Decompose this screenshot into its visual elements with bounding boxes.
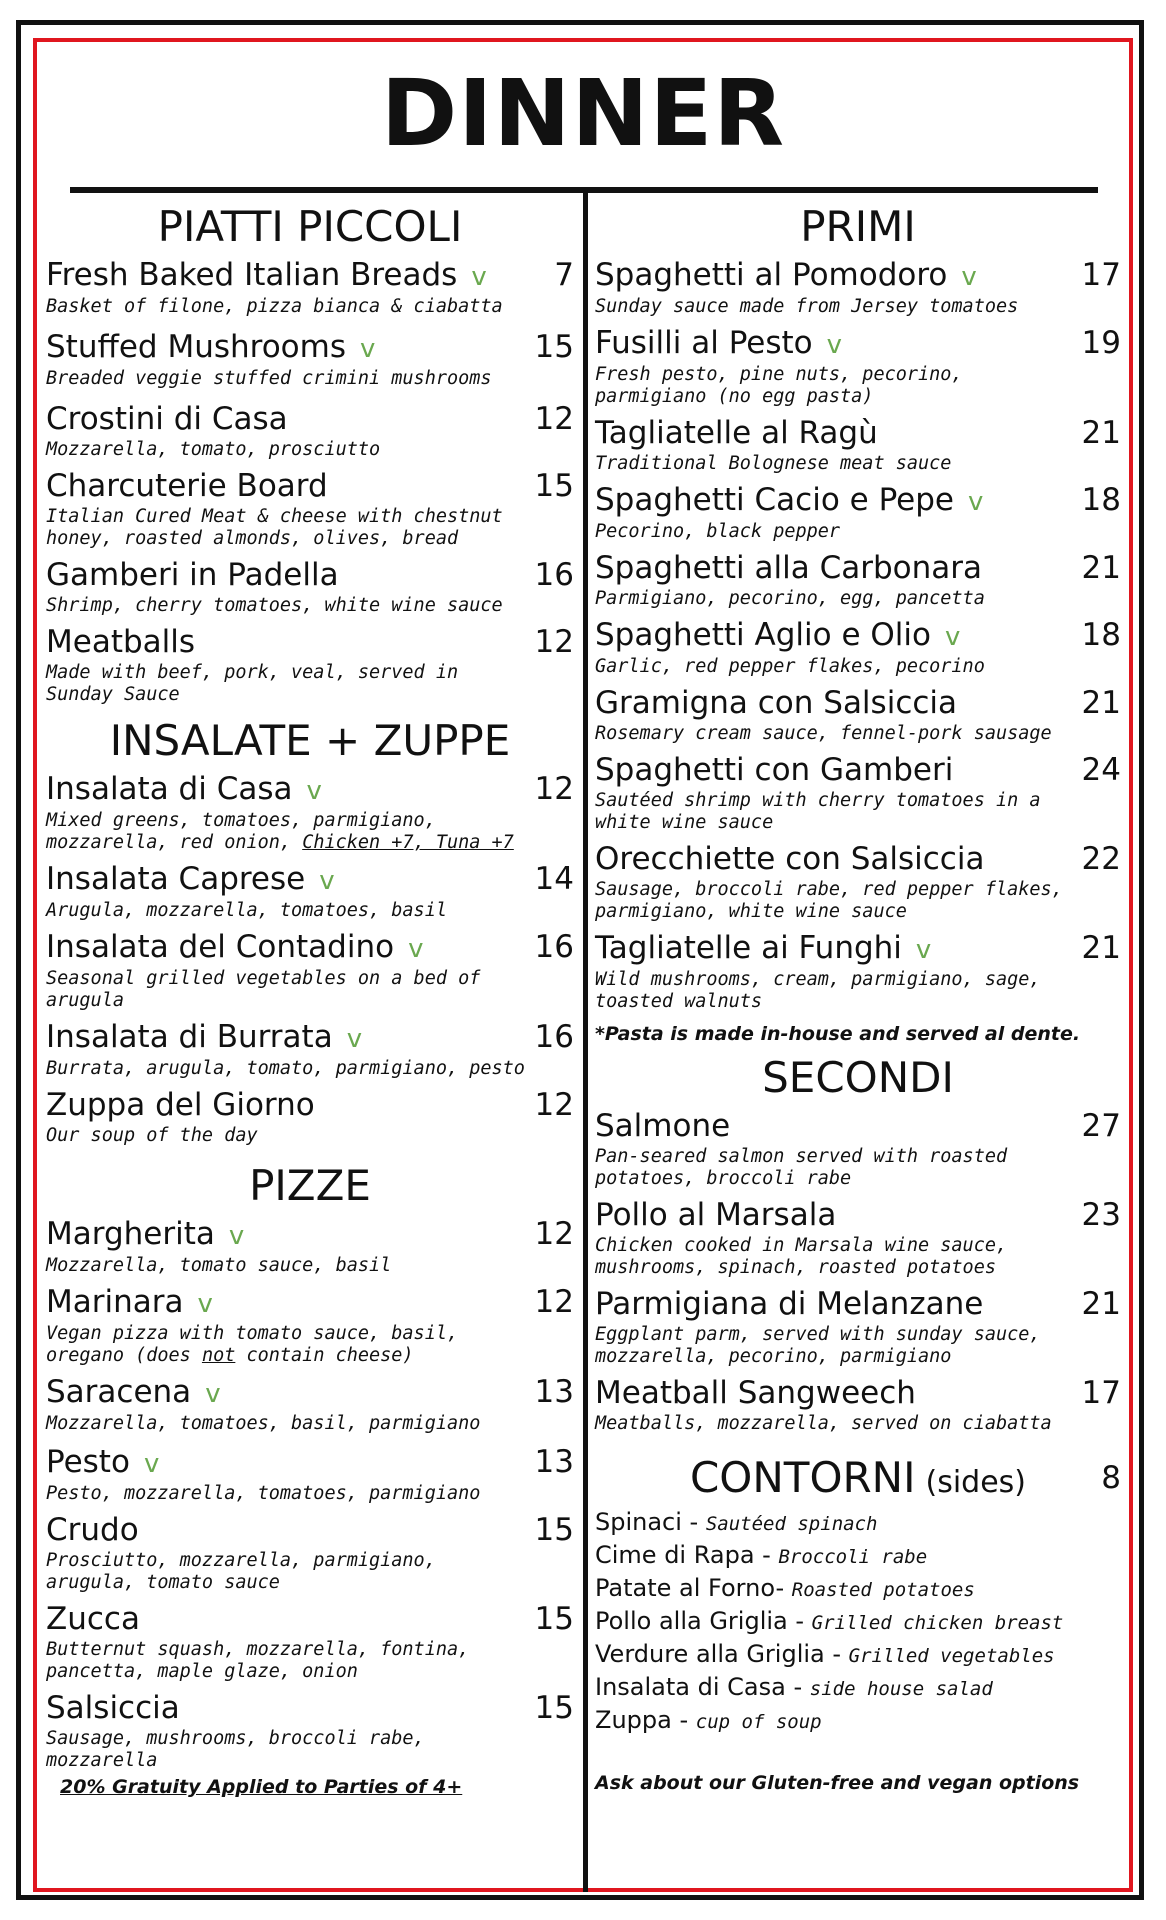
menu-item-header <box>595 550 1121 586</box>
menu-item-price: 12 <box>534 401 574 437</box>
side-item-name: Cime di Rapa - <box>595 1541 771 1569</box>
vegetarian-mark: v <box>197 1289 213 1319</box>
menu-item-description <box>46 1550 574 1594</box>
vegetarian-mark: v <box>967 487 984 517</box>
menu-item <box>595 482 1121 543</box>
menu-item-description <box>46 1323 574 1367</box>
menu-item-header <box>46 557 574 593</box>
vegetarian-mark: v <box>319 866 335 896</box>
menu-item-description <box>46 1413 574 1435</box>
menu-item <box>46 1601 574 1683</box>
menu-item <box>46 1087 574 1147</box>
section-heading-contorni: CONTORNI <box>689 1453 916 1502</box>
menu-item <box>46 257 574 318</box>
description-line: parmigiano, white wine sauce <box>595 901 907 922</box>
side-item-name: Spinaci - <box>595 1508 699 1536</box>
menu-item-header <box>595 841 1121 877</box>
side-item-name: Insalata di Casa - <box>595 1673 803 1701</box>
menu-item <box>46 1690 574 1772</box>
pasta-note: *Pasta is made in-house and served al dente. <box>595 1023 1081 1045</box>
description-line: Sautéed shrimp with cherry tomatoes in a <box>595 790 1041 811</box>
description-line: pancetta, maple glaze, onion <box>46 1661 358 1682</box>
description-line: mushrooms, spinach, roasted potatoes <box>595 1257 996 1278</box>
menu-item <box>595 550 1121 610</box>
description-text: mozzarella, red onion, <box>46 832 292 853</box>
menu-item-header <box>46 1601 574 1637</box>
menu-item-header <box>46 1284 574 1320</box>
menu-item <box>46 468 574 550</box>
vegetarian-mark: v <box>228 1221 245 1251</box>
description-line: Chicken cooked in Marsala wine sauce, <box>595 1235 1008 1256</box>
menu-item-price: 15 <box>534 329 574 365</box>
description-line: Wild mushrooms, cream, parmigiano, sage, <box>595 969 1041 990</box>
side-item-description: Sautéed spinach <box>705 1513 878 1535</box>
menu-item-description <box>595 588 1121 610</box>
menu-item-header <box>595 930 1121 966</box>
description-line: Vegan pizza with tomato sauce, basil, <box>46 1323 459 1344</box>
menu-item-header <box>46 1444 574 1480</box>
menu-item-header <box>595 257 1121 293</box>
menu-item-description <box>595 364 1121 408</box>
menu-item-header <box>46 401 574 437</box>
menu-item-price: 18 <box>1081 617 1121 653</box>
menu-item-name: Zuppa del Giorno <box>46 1087 315 1123</box>
description-line: Prosciutto, mozzarella, parmigiano, <box>46 1550 436 1571</box>
description-line: mozzarella, pecorino, parmigiano <box>595 1346 952 1367</box>
description-line: Pesto, mozzarella, tomatoes, parmigiano <box>46 1483 481 1504</box>
description-line: Eggplant parm, served with sunday sauce, <box>595 1324 1041 1345</box>
menu-item <box>595 1197 1121 1279</box>
description-line: Butternut squash, mozzarella, fontina, <box>46 1639 470 1660</box>
menu-item-header <box>46 1087 574 1123</box>
menu-item-header <box>595 415 1121 451</box>
emphasis-not: not <box>201 1345 236 1366</box>
side-item <box>595 1576 1121 1600</box>
description-text: contain cheese) <box>235 1345 414 1366</box>
menu-item-header <box>46 1374 574 1410</box>
menu-item-description <box>595 790 1121 834</box>
menu-item <box>595 930 1121 1013</box>
description-line: Shrimp, cherry tomatoes, white wine sauce <box>46 595 503 616</box>
menu-item-name: Gamberi in Padella <box>46 557 339 593</box>
menu-item-description <box>46 1728 574 1772</box>
menu-item-name: Fresh Baked Italian Breads <box>46 257 458 293</box>
menu-item-description <box>46 900 574 922</box>
section-heading-pizze: PIZZE <box>249 1161 371 1210</box>
menu-item-header <box>595 1375 1121 1411</box>
description-line <box>46 1345 574 1367</box>
description-line: Sunday Sauce <box>46 684 180 705</box>
menu-item-description <box>595 969 1121 1013</box>
description-line: Parmigiano, pecorino, egg, pancetta <box>595 588 985 609</box>
menu-item-description <box>595 656 1121 678</box>
menu-item-name: Margherita <box>46 1216 215 1252</box>
menu-item-name: Insalata di Casa <box>46 771 293 807</box>
menu-item-description <box>46 296 574 318</box>
menu-item <box>46 624 574 706</box>
description-line: Mozzarella, tomato sauce, basil <box>46 1255 392 1276</box>
menu-item-name: Crostini di Casa <box>46 401 288 437</box>
menu-item-description <box>46 1483 574 1505</box>
vegetarian-mark: v <box>826 330 843 360</box>
menu-item-header <box>46 771 574 807</box>
menu-item-description <box>46 1058 574 1080</box>
menu-item-name: Spaghetti Cacio e Pepe <box>595 482 954 518</box>
menu-item-price: 14 <box>534 861 574 897</box>
menu-item <box>46 557 574 617</box>
menu-item-price: 22 <box>1081 841 1121 877</box>
menu-item <box>595 325 1121 408</box>
description-line: Our soup of the day <box>46 1125 258 1146</box>
description-line: Sunday sauce made from Jersey tomatoes <box>595 296 1019 317</box>
menu-item-description <box>46 968 574 1012</box>
menu-item-name: Saracena <box>46 1374 192 1410</box>
vegetarian-mark: v <box>915 935 932 965</box>
side-item-description: Broccoli rabe <box>778 1546 928 1568</box>
menu-item-description <box>595 1324 1121 1368</box>
menu-item-description <box>46 662 574 706</box>
menu-item-header <box>595 617 1121 653</box>
menu-item-price: 24 <box>1081 752 1121 788</box>
description-line: Made with beef, pork, veal, served in <box>46 662 459 683</box>
menu-item-price: 16 <box>534 557 574 593</box>
menu-item-header <box>46 861 574 897</box>
description-line: Basket of filone, pizza bianca & ciabatta <box>46 296 503 317</box>
menu-item-price: 15 <box>534 1512 574 1548</box>
description-line: arugula <box>46 990 124 1011</box>
description-line: Garlic, red pepper flakes, pecorino <box>595 656 985 677</box>
vegetarian-mark: v <box>359 334 376 364</box>
description-line: Pecorino, black pepper <box>595 521 841 542</box>
menu-item-name: Zucca <box>46 1601 140 1637</box>
menu-item-name: Spaghetti alla Carbonara <box>595 550 983 586</box>
description-line: Arugula, mozzarella, tomatoes, basil <box>46 900 447 921</box>
description-line: Seasonal grilled vegetables on a bed of <box>46 968 481 989</box>
vegetarian-mark: v <box>205 1379 221 1409</box>
contorni-price: 8 <box>1101 1460 1121 1496</box>
menu-item-description <box>595 1413 1121 1435</box>
menu-item-price: 13 <box>534 1444 574 1480</box>
description-line: white wine sauce <box>595 812 774 833</box>
menu-item <box>595 617 1121 678</box>
menu-item <box>595 415 1121 475</box>
menu-item-header <box>595 1108 1121 1144</box>
gluten-free-vegan-note: Ask about our Gluten-free and vegan options <box>595 1772 1080 1794</box>
menu-item <box>46 1512 574 1594</box>
menu-item-price: 21 <box>1081 550 1121 586</box>
description-line: honey, roasted almonds, olives, bread <box>46 528 459 549</box>
side-item-description: cup of soup <box>695 1711 822 1733</box>
menu-item-description <box>595 1146 1121 1190</box>
menu-item <box>46 401 574 461</box>
menu-item-price: 13 <box>534 1374 574 1410</box>
menu-item-name: Salsiccia <box>46 1690 180 1726</box>
menu-item-price: 15 <box>534 1690 574 1726</box>
menu-item-description <box>46 810 574 854</box>
menu-item-description <box>46 1255 574 1277</box>
side-item-name: Pollo alla Griglia - <box>595 1607 805 1635</box>
menu-item-header <box>595 1286 1121 1322</box>
side-item <box>595 1510 1121 1534</box>
menu-item-header <box>595 1197 1121 1233</box>
description-line: Pan-seared salmon served with roasted <box>595 1146 1008 1167</box>
menu-item-header <box>46 468 574 504</box>
menu-item-name: Tagliatelle al Ragù <box>595 415 878 451</box>
menu-item-name: Meatball Sangweech <box>595 1375 916 1411</box>
menu-item-name: Insalata del Contadino <box>46 929 395 965</box>
side-item <box>595 1675 1121 1699</box>
menu-item <box>46 1019 574 1080</box>
vegetarian-mark: v <box>944 622 961 652</box>
menu-item <box>46 1216 574 1277</box>
menu-item-price: 12 <box>534 624 574 660</box>
menu-item-price: 27 <box>1081 1108 1121 1144</box>
menu-item-price: 17 <box>1081 1375 1121 1411</box>
side-item <box>595 1642 1121 1666</box>
menu-item-header <box>595 685 1121 721</box>
description-line: Sausage, mushrooms, broccoli rabe, <box>46 1728 425 1749</box>
menu-item-header <box>46 929 574 965</box>
description-line: Sausage, broccoli rabe, red pepper flakes, <box>595 879 1063 900</box>
menu-item-price: 7 <box>554 257 574 293</box>
menu-item-description <box>595 296 1121 318</box>
description-line: Rosemary cream sauce, fennel-pork sausage <box>595 723 1052 744</box>
menu-item-description <box>46 1639 574 1683</box>
side-item-name: Verdure alla Griglia - <box>595 1640 842 1668</box>
side-item <box>595 1543 1121 1567</box>
menu-item-name: Stuffed Mushrooms <box>46 329 346 365</box>
menu-item-header <box>595 325 1121 361</box>
menu-item-description <box>46 439 574 461</box>
menu-item-name: Pesto <box>46 1444 130 1480</box>
menu-item-name: Meatballs <box>46 624 196 660</box>
menu-item <box>46 329 574 390</box>
menu-item-header <box>46 329 574 365</box>
description-line: Traditional Bolognese meat sauce <box>595 453 952 474</box>
description-line: Fresh pesto, pine nuts, pecorino, <box>595 364 963 385</box>
menu-item <box>46 861 574 922</box>
description-line: arugula, tomato sauce <box>46 1572 280 1593</box>
menu-item-header <box>595 482 1121 518</box>
contorni-header <box>595 1453 1121 1502</box>
contorni-sides-label: (sides) <box>925 1465 1027 1500</box>
menu-item-price: 12 <box>534 771 574 807</box>
right-column <box>595 198 1121 1794</box>
menu-item-name: Spaghetti con Gamberi <box>595 752 954 788</box>
menu-item-price: 21 <box>1081 415 1121 451</box>
left-column <box>46 198 574 1798</box>
vegetarian-mark: v <box>346 1024 363 1054</box>
menu-item <box>46 1284 574 1367</box>
menu-item-name: Spaghetti al Pomodoro <box>595 257 948 293</box>
vegetarian-mark: v <box>471 262 487 292</box>
description-text: oregano (does <box>46 1345 202 1366</box>
menu-item-description <box>46 595 574 617</box>
menu-item-header <box>595 752 1121 788</box>
menu-item-price: 21 <box>1081 685 1121 721</box>
menu-item-name: Tagliatelle ai Funghi <box>595 930 902 966</box>
side-item-name: Patate al Forno- <box>595 1574 785 1602</box>
menu-item-header <box>46 1512 574 1548</box>
menu-item-name: Gramigna con Salsiccia <box>595 685 958 721</box>
menu-item <box>595 1286 1121 1368</box>
menu-item-name: Pollo al Marsala <box>595 1197 837 1233</box>
description-line: Meatballs, mozzarella, served on ciabatta <box>595 1413 1052 1434</box>
menu-item-price: 12 <box>534 1284 574 1320</box>
description-line: toasted walnuts <box>595 991 763 1012</box>
menu-item-price: 21 <box>1081 1286 1121 1322</box>
section-heading-secondi: SECONDI <box>762 1053 954 1102</box>
side-item-description: Grilled vegetables <box>848 1645 1055 1667</box>
description-line: Mixed greens, tomatoes, parmigiano, <box>46 810 436 831</box>
menu-item-name: Insalata Caprese <box>46 861 306 897</box>
menu-item-name: Parmigiana di Melanzane <box>595 1286 984 1322</box>
menu-item-price: 12 <box>534 1216 574 1252</box>
column-divider <box>583 190 588 1892</box>
menu-title: DINNER <box>380 60 786 167</box>
description-line <box>46 832 574 854</box>
menu-item-description <box>46 506 574 550</box>
menu-item <box>46 1374 574 1435</box>
side-item <box>595 1708 1121 1732</box>
menu-item-price: 12 <box>534 1087 574 1123</box>
menu-item <box>595 1108 1121 1190</box>
menu-item-name: Insalata di Burrata <box>46 1019 333 1055</box>
section-heading-piatti-piccoli: PIATTI PICCOLI <box>157 202 463 251</box>
menu-item-name: Salmone <box>595 1108 731 1144</box>
vegetarian-mark: v <box>143 1449 160 1479</box>
menu-item <box>595 841 1121 923</box>
menu-item-header <box>46 1216 574 1252</box>
side-item-description: Grilled chicken breast <box>811 1612 1064 1634</box>
menu-item <box>46 929 574 1012</box>
menu-item-price: 18 <box>1081 482 1121 518</box>
gratuity-note: 20% Gratuity Applied to Parties of 4+ <box>60 1776 463 1798</box>
menu-item-header <box>46 624 574 660</box>
description-line: Mozzarella, tomatoes, basil, parmigiano <box>46 1413 481 1434</box>
menu-item-price: 19 <box>1081 325 1121 361</box>
side-item-name: Zuppa - <box>595 1706 689 1734</box>
menu-item <box>46 1444 574 1505</box>
menu-item-header <box>46 257 574 293</box>
menu-item-price: 17 <box>1081 257 1121 293</box>
menu-item <box>595 1375 1121 1435</box>
menu-item-name: Fusilli al Pesto <box>595 325 813 361</box>
vegetarian-mark: v <box>306 776 322 806</box>
description-line: Italian Cured Meat & cheese with chestnut <box>46 506 503 527</box>
menu-item-description <box>46 1125 574 1147</box>
side-item <box>595 1609 1121 1633</box>
menu-item-description <box>595 723 1121 745</box>
description-line: Mozzarella, tomato, prosciutto <box>46 439 381 460</box>
menu-item-price: 23 <box>1081 1197 1121 1233</box>
menu-item-name: Crudo <box>46 1512 139 1548</box>
vegetarian-mark: v <box>961 262 977 292</box>
menu-item-price: 16 <box>534 929 574 965</box>
menu-item-description <box>595 521 1121 543</box>
menu-item-description <box>595 879 1121 923</box>
description-line: mozzarella <box>46 1750 158 1771</box>
section-heading-primi: PRIMI <box>800 202 916 251</box>
addon-prices: Chicken +7, Tuna +7 <box>302 832 514 853</box>
menu-item-name: Marinara <box>46 1284 184 1320</box>
menu-item <box>595 685 1121 745</box>
menu-item-price: 15 <box>534 468 574 504</box>
menu-item-price: 16 <box>534 1019 574 1055</box>
description-line: potatoes, broccoli rabe <box>595 1168 852 1189</box>
menu-item-price: 15 <box>534 1601 574 1637</box>
menu-item-description <box>595 1235 1121 1279</box>
menu-item-header <box>46 1019 574 1055</box>
description-line: Burrata, arugula, tomato, parmigiano, pesto <box>46 1058 525 1079</box>
menu-item-header <box>46 1690 574 1726</box>
menu-item-name: Charcuterie Board <box>46 468 328 504</box>
description-line: Breaded veggie stuffed crimini mushrooms <box>46 368 492 389</box>
menu-item <box>595 257 1121 318</box>
vegetarian-mark: v <box>408 934 424 964</box>
section-heading-insalate-zuppe: INSALATE + ZUPPE <box>109 716 511 765</box>
menu-item-name: Spaghetti Aglio e Olio <box>595 617 931 653</box>
side-item-description: Roasted potatoes <box>791 1579 975 1601</box>
description-line: parmigiano (no egg pasta) <box>595 386 874 407</box>
menu-item-name: Orecchiette con Salsiccia <box>595 841 985 877</box>
menu-item-price: 21 <box>1081 930 1121 966</box>
menu-item-description <box>595 453 1121 475</box>
menu-item-description <box>46 368 574 390</box>
menu-item <box>46 771 574 854</box>
menu-item <box>595 752 1121 834</box>
side-item-description: side house salad <box>809 1678 993 1700</box>
